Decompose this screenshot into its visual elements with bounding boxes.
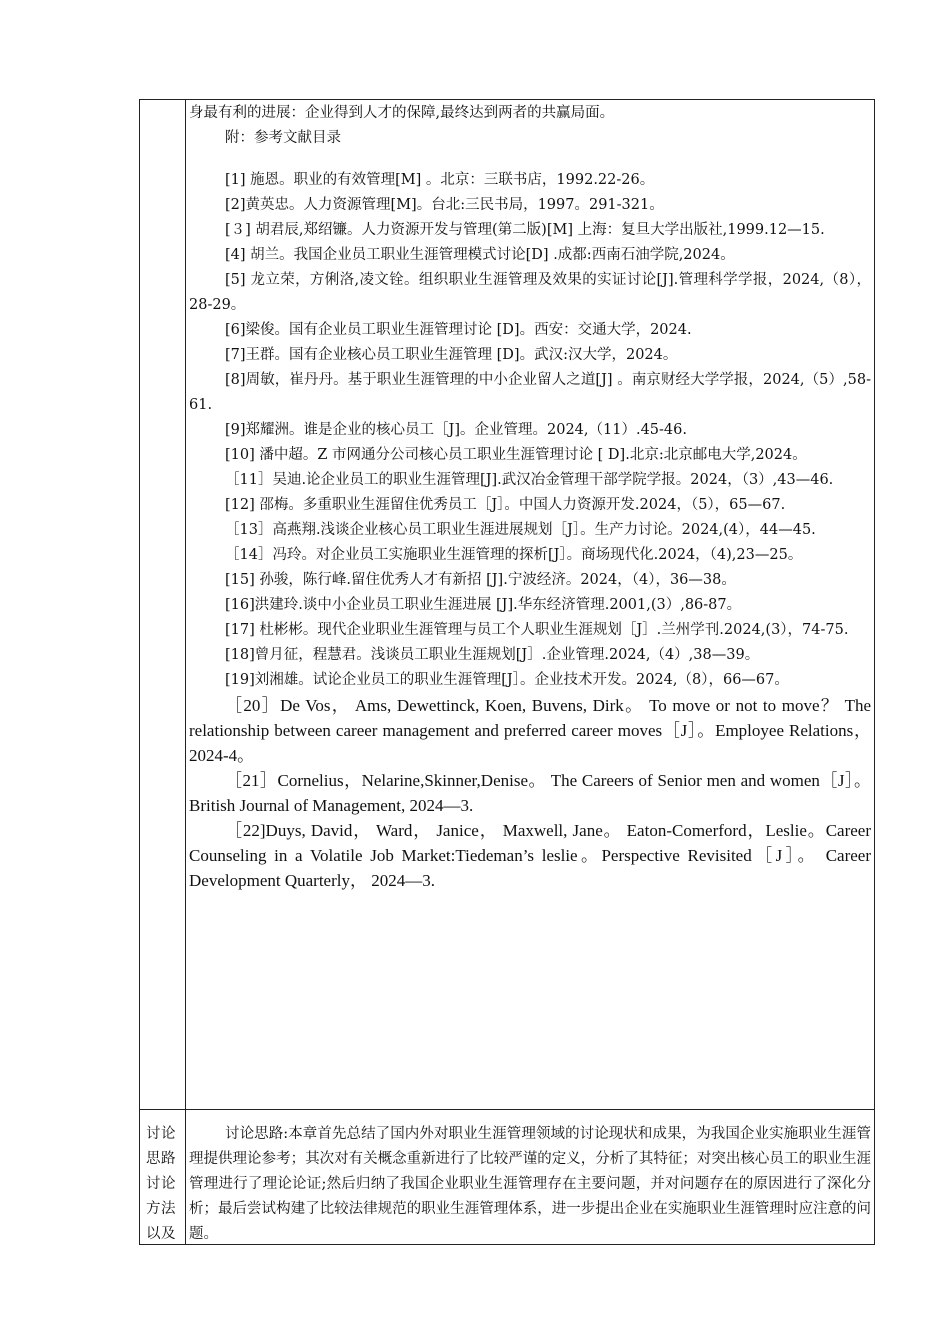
section-text-cell xyxy=(186,1110,874,1244)
reference-item: [1] 施恩。职业的有效管理[M] 。北京：三联书店，1992.22-26。 xyxy=(225,172,655,188)
reference-item: [16]洪建玲.谈中小企业员工职业生涯进展 [J].华东经济管理.2001,(3）,86-87。 xyxy=(225,597,742,613)
reference-item: [2]黄英忠。人力资源管理[M]。台北:三民书局，1997。291-321。 xyxy=(225,197,664,213)
reference-item-latin: ［20］De Vos， Ams, Dewettinck, Koen, Buvens, Dirk。 To move or not to move？ The relationship between career management and preferred career moves［J］。Employee Relations，2024-4。 xyxy=(189,696,871,765)
reference-item: [10] 潘中超。Z 市网通分公司核心员工职业生涯管理讨论 [ D].北京:北京邮电大学,2024。 xyxy=(225,447,807,463)
reference-item: [7]王群。国有企业核心员工职业生涯管理 [D]。武汉:汉大学，2024。 xyxy=(225,347,678,363)
section-label: 讨论思路讨论方法以及 xyxy=(146,1126,176,1242)
reference-item: [19]刘湘雄。试论企业员工的职业生涯管理[J］。企业技术开发。2024,（8），66—67。 xyxy=(225,672,789,688)
reference-item: [4] 胡兰。我国企业员工职业生涯管理模式讨论[D] .成都:西南石油学院,2024。 xyxy=(225,247,735,263)
section-label-cell xyxy=(140,1110,186,1244)
reference-item: ［14］冯玲。对企业员工实施职业生涯管理的探析[J］。商场现代化.2024，（4),23—25。 xyxy=(225,547,803,563)
references-cell xyxy=(186,100,874,1109)
reference-item: [18]曾月征，程慧君。浅谈员工职业生涯规划[J］.企业管理.2024,（4）,38—39。 xyxy=(225,647,760,663)
reference-item: [6]梁俊。国有企业员工职业生涯管理讨论 [D]。西安：交通大学，2024. xyxy=(225,322,692,338)
reference-item: [5] 龙立荣，方俐洛,凌文铨。组织职业生涯管理及效果的实证讨论[J].管理科学学报，2024,（8），28-29。 xyxy=(189,272,871,313)
reference-item: [15] 孙骏，陈行峰.留住优秀人才有新招 [J].宁波经济。2024，（4），36—38。 xyxy=(225,572,736,588)
appendix-title: 附：参考文献目录 xyxy=(225,130,341,146)
method-row xyxy=(139,1110,875,1245)
section-text: 讨论思路:本章首先总结了国内外对职业生涯管理领域的讨论现状和成果，为我国企业实施职业生涯管理提供理论参考；其次对有关概念重新进行了比较严谨的定义，分析了其特征；对突出核心员工的职业生涯管理进行了理论论证;然后归纳了我国企业职业生涯管理存在主要问题，并对问题存在的原因进行了深化分析；最后尝试构建了比较法律规范的职业生涯管理体系，进一步提出企业在实施职业生涯管理时应注意的问题。 xyxy=(189,1126,871,1242)
reference-item: [３] 胡君辰,郑绍镰。人力资源开发与管理(第二版)[M] 上海：复旦大学出版社,1999.12—15. xyxy=(225,222,825,238)
reference-item: ［13］高燕翔.浅谈企业核心员工职业生涯进展规划［J］。生产力讨论。2024,(4），44—45. xyxy=(225,522,816,538)
reference-item: [12] 邵梅。多重职业生涯留住优秀员工［J］。中国人力资源开发.2024，（5），65—67. xyxy=(225,497,786,513)
reference-item: [17] 杜彬彬。现代企业职业生涯管理与员工个人职业生涯规划［J］.兰州学刊.2024,(3），74-75. xyxy=(225,622,849,638)
document-table xyxy=(139,99,875,1245)
reference-item: [8]周敏，崔丹丹。基于职业生涯管理的中小企业留人之道[J] 。南京财经大学学报，2024,（5）,58-61. xyxy=(189,372,871,413)
intro-line: 身最有利的进展：企业得到人才的保障,最终达到两者的共赢局面。 xyxy=(189,105,615,121)
reference-item: [9]郑耀洲。谁是企业的核心员工［J]。企业管理。2024,（11）.45-46. xyxy=(225,422,687,438)
row-label-cell-empty xyxy=(140,100,186,1109)
reference-list-latin xyxy=(189,693,871,893)
reference-list xyxy=(189,168,871,693)
reference-item-latin: ［22]Duys, David， Ward， Janice， Maxwell, Jane。 Eaton-Comerford，Leslie。Career Counseling in a Volatile Job Market:Tiedeman’s leslie。Perspective Revisited［J］。 Career Development Quarterly， 2024—3. xyxy=(189,821,871,890)
reference-item-latin: ［21］Cornelius，Nelarine,Skinner,Denise。 The Careers of Senior men and women［J］。 British Journal of Management, 2024—3. xyxy=(189,771,871,815)
reference-item: ［11］吴迪.论企业员工的职业生涯管理[J].武汉冶金管理干部学院学报。2024，（3）,43—46. xyxy=(225,472,834,488)
references-row xyxy=(139,99,875,1110)
